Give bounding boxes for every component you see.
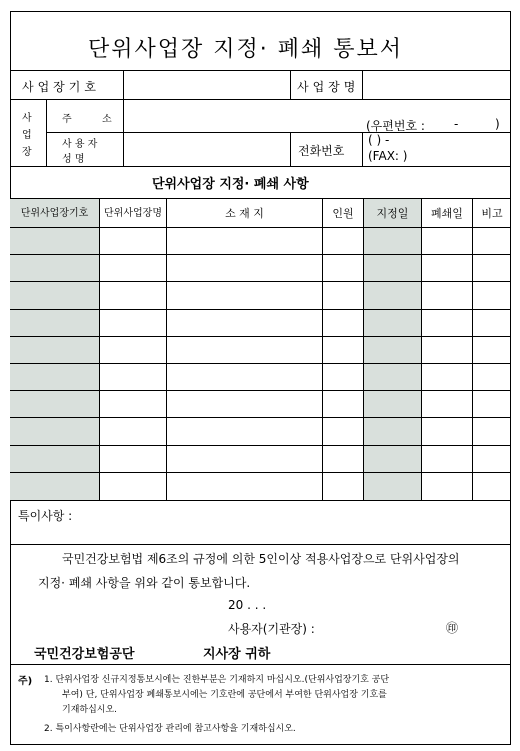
col-closure-date-cell[interactable] [422, 255, 473, 282]
col-unit-code-cell[interactable] [10, 255, 100, 282]
col-staff-cell[interactable] [323, 418, 364, 445]
phone-label: 전화번호 [298, 144, 345, 158]
footnote-item1-line2: 부여) 단, 단위사업장 폐쇄통보시에는 기호란에 공단에서 부여한 단위사업장 기호를 [62, 690, 387, 700]
col-remarks-cell[interactable] [473, 364, 511, 391]
special-notes-field[interactable] [84, 501, 510, 543]
col-location-cell[interactable] [167, 391, 323, 418]
col-staff-cell[interactable] [323, 364, 364, 391]
col-remarks-cell[interactable] [473, 473, 511, 500]
header-col-designation-date: 지정일 [364, 199, 422, 228]
col-closure-date-cell[interactable] [422, 446, 473, 473]
header-col-location: 소 재 지 [167, 199, 323, 228]
col-unit-name-cell[interactable] [100, 282, 167, 309]
col-closure-date-cell[interactable] [422, 337, 473, 364]
col-designation-date-cell[interactable] [364, 418, 422, 445]
header-col-unit-name: 단위사업장명 [100, 199, 167, 228]
col-designation-date-cell[interactable] [364, 391, 422, 418]
business-code-label: 사업장기호 [22, 80, 100, 94]
footnote-label: 주) [18, 676, 33, 687]
col-staff-cell[interactable] [323, 446, 364, 473]
col-closure-date-cell[interactable] [422, 228, 473, 255]
business-name-label: 사업장명 [297, 80, 360, 94]
col-unit-code-cell[interactable] [10, 391, 100, 418]
header-col-unit-code: 단위사업장기호 [10, 199, 100, 228]
recipient-org: 국민건강보험공단 [34, 647, 135, 662]
col-location-cell[interactable] [167, 446, 323, 473]
col-closure-date-cell[interactable] [422, 473, 473, 500]
col-designation-date-cell[interactable] [364, 255, 422, 282]
col-location-cell[interactable] [167, 310, 323, 337]
designation-table [10, 199, 511, 500]
col-remarks-cell[interactable] [473, 228, 511, 255]
postal-label: (우편번호 : [366, 119, 425, 133]
col-location-cell[interactable] [167, 282, 323, 309]
col-location-cell[interactable] [167, 337, 323, 364]
col-designation-date-cell[interactable] [364, 228, 422, 255]
col-unit-code-cell[interactable] [10, 364, 100, 391]
col-closure-date-cell[interactable] [422, 418, 473, 445]
notice-line-1: 국민건강보험법 제6조의 규정에 의한 5인이상 적용사업장으로 단위사업장의 [62, 552, 460, 566]
col-remarks-cell[interactable] [473, 282, 511, 309]
col-designation-date-cell[interactable] [364, 310, 422, 337]
date-line[interactable]: 20 . . . [228, 598, 267, 612]
col-staff-cell[interactable] [323, 282, 364, 309]
section-title: 단위사업장 지정· 폐쇄 사항 [152, 177, 309, 192]
col-unit-name-cell[interactable] [100, 473, 167, 500]
col-unit-code-cell[interactable] [10, 282, 100, 309]
col-remarks-cell[interactable] [473, 418, 511, 445]
col-designation-date-cell[interactable] [364, 446, 422, 473]
col-location-cell[interactable] [167, 418, 323, 445]
business-name-field[interactable] [363, 71, 510, 98]
col-closure-date-cell[interactable] [422, 282, 473, 309]
col-location-cell[interactable] [167, 473, 323, 500]
col-unit-code-cell[interactable] [10, 228, 100, 255]
col-unit-name-cell[interactable] [100, 418, 167, 445]
fax-line[interactable]: (FAX: ) [368, 149, 408, 163]
col-unit-name-cell[interactable] [100, 228, 167, 255]
col-staff-cell[interactable] [323, 473, 364, 500]
col-staff-cell[interactable] [323, 310, 364, 337]
col-unit-name-cell[interactable] [100, 391, 167, 418]
header-col-remarks: 비고 [473, 199, 511, 228]
notice-line-2: 지정· 폐쇄 사항을 위와 같이 통보합니다. [38, 576, 251, 590]
special-notes-label: 특이사항 : [18, 509, 73, 523]
col-staff-cell[interactable] [323, 337, 364, 364]
user-label-1: 사 용 자 [62, 139, 98, 150]
business-code-field[interactable] [124, 71, 289, 98]
user-label-2: 성 명 [62, 154, 85, 165]
seal-icon: ㊞ [446, 621, 459, 635]
col-remarks-cell[interactable] [473, 391, 511, 418]
header-col-staff: 인원 [323, 199, 364, 228]
phone-line[interactable]: ( ) - [368, 133, 390, 147]
col-location-cell[interactable] [167, 255, 323, 282]
col-staff-cell[interactable] [323, 391, 364, 418]
col-closure-date-cell[interactable] [422, 391, 473, 418]
col-remarks-cell[interactable] [473, 255, 511, 282]
col-designation-date-cell[interactable] [364, 337, 422, 364]
col-unit-code-cell[interactable] [10, 446, 100, 473]
col-unit-name-cell[interactable] [100, 364, 167, 391]
col-remarks-cell[interactable] [473, 337, 511, 364]
postal-dash: - [454, 117, 459, 131]
form-title: 단위사업장 지정· 폐쇄 통보서 [88, 37, 403, 62]
col-unit-name-cell[interactable] [100, 310, 167, 337]
user-name-field[interactable] [124, 133, 289, 165]
col-unit-code-cell[interactable] [10, 418, 100, 445]
address-label-1: 주 [62, 114, 72, 125]
footnote-item1-line3: 기재하십시오. [62, 705, 118, 715]
col-staff-cell[interactable] [323, 228, 364, 255]
address-field[interactable] [124, 100, 510, 131]
col-unit-name-cell[interactable] [100, 446, 167, 473]
col-closure-date-cell[interactable] [422, 310, 473, 337]
col-location-cell[interactable] [167, 364, 323, 391]
signer-label: 사용자(기관장) : [228, 622, 315, 636]
postal-close: ) [495, 117, 500, 131]
col-closure-date-cell[interactable] [422, 364, 473, 391]
header-col-closure-date: 폐쇄일 [422, 199, 473, 228]
col-unit-code-cell[interactable] [10, 337, 100, 364]
col-designation-date-cell[interactable] [364, 282, 422, 309]
col-designation-date-cell[interactable] [364, 364, 422, 391]
col-remarks-cell[interactable] [473, 310, 511, 337]
col-remarks-cell[interactable] [473, 446, 511, 473]
col-unit-name-cell[interactable] [100, 337, 167, 364]
side-label-1: 사 [22, 113, 32, 124]
address-label-2: 소 [102, 114, 112, 125]
side-label-3: 장 [22, 147, 32, 158]
col-location-cell[interactable] [167, 228, 323, 255]
col-designation-date-cell[interactable] [364, 473, 422, 500]
recipient-title: 지사장 귀하 [203, 647, 271, 662]
col-unit-name-cell[interactable] [100, 255, 167, 282]
col-unit-code-cell[interactable] [10, 473, 100, 500]
footnote-item2: 2. 특이사항란에는 단위사업장 관리에 참고사항을 기재하십시오. [44, 724, 296, 734]
col-unit-code-cell[interactable] [10, 310, 100, 337]
side-label-2: 업 [22, 130, 32, 141]
col-staff-cell[interactable] [323, 255, 364, 282]
footnote-item1-line1: 1. 단위사업장 신규지정통보시에는 진한부분은 기재하지 마십시오.(단위사업장기호 공단 [44, 675, 390, 685]
